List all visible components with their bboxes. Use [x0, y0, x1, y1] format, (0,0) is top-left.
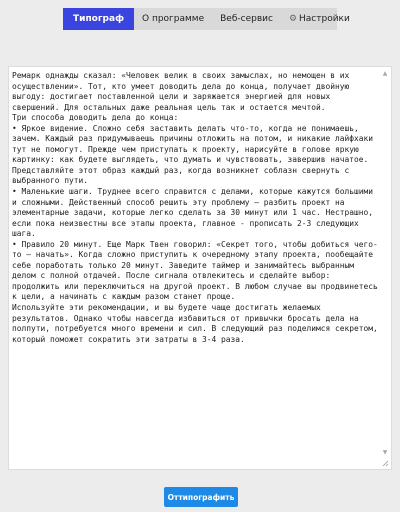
tab-web-service-label: Веб-сервис	[220, 14, 273, 24]
scroll-down-arrow-icon[interactable]: ▼	[382, 449, 388, 456]
tab-settings[interactable]	[281, 8, 358, 30]
editor-text-content[interactable]: Ремарк однажды сказал: «Человек велик в своих замыслах, но немощен в их осуществлении». Тот, кто умеет доводить дела до конца, получает двойную выгоду: достигает поставленной цели и заряжается энергией для новых свершений. Для остальных даже реальная цель так и остается мечтой. Три способа доводить дела до конца: • Яркое видение. Сложно себя заставить делать что-то, когда не понимаешь, зачем. Каждый раз придумываешь причины отложить на потом, и никакие лайфхаки тут не помогут. Прежде чем приступать к проекту, нарисуйте в голове яркую картинку: как будете выглядеть, что думать и чувствовать, завершив начатое. Представляйте этот образ каждый раз, когда возникнет соблазн свернуть с выбранного пути. • Маленькие шаги. Труднее всего справится с делами, которые кажутся большими и сложными. Действенный способ решить эту проблему — разбить проект на элементарные задачи, которые легко сделать за 30 минут или 1 час. Нестрашно, если пока неизвестны все этапы проекта, главное - прописать 2-3 следующих шага. • Правило 20 минут. Еще Марк Твен говорил: «Секрет того, чтобы добиться чего-то – начать». Когда сложно приступить к очередному этапу проекта, пообещайте себе поработать только 20 минут. Заведите таймер и занимайтесь выбранным делом с полной отдачей. После сигнала отвлекитесь и сделайте выбор: продолжить или переключиться на другой проект. В любом случае вы продвинетесь к цели, а начинать с каждым разом станет проще. Используйте эти рекомендации, и вы будете чаще достигать желаемых результатов. Однако чтобы навсегда избавиться от привычки бросать дела на полпути, потребуется много времени и сил. В следующий раз поделимся секретом, который поможет сократить эти затраты в 3-4 раза.	[12, 71, 378, 344]
tab-settings-label: Настройки	[299, 14, 350, 24]
resize-handle-icon[interactable]	[381, 459, 389, 467]
typograph-submit-button[interactable]: Оттипографить	[164, 487, 238, 507]
tab-about[interactable]	[134, 8, 212, 30]
tab-about-label: О программе	[142, 14, 205, 24]
scroll-up-arrow-icon[interactable]: ▲	[382, 70, 388, 77]
main-nav-tabs	[63, 8, 350, 30]
text-editor[interactable]	[8, 66, 392, 470]
tab-typograph[interactable]	[63, 8, 134, 30]
gear-icon: ⚙	[288, 14, 298, 24]
tab-web-service[interactable]	[212, 8, 281, 30]
tab-typograph-label: Типограф	[73, 14, 124, 24]
